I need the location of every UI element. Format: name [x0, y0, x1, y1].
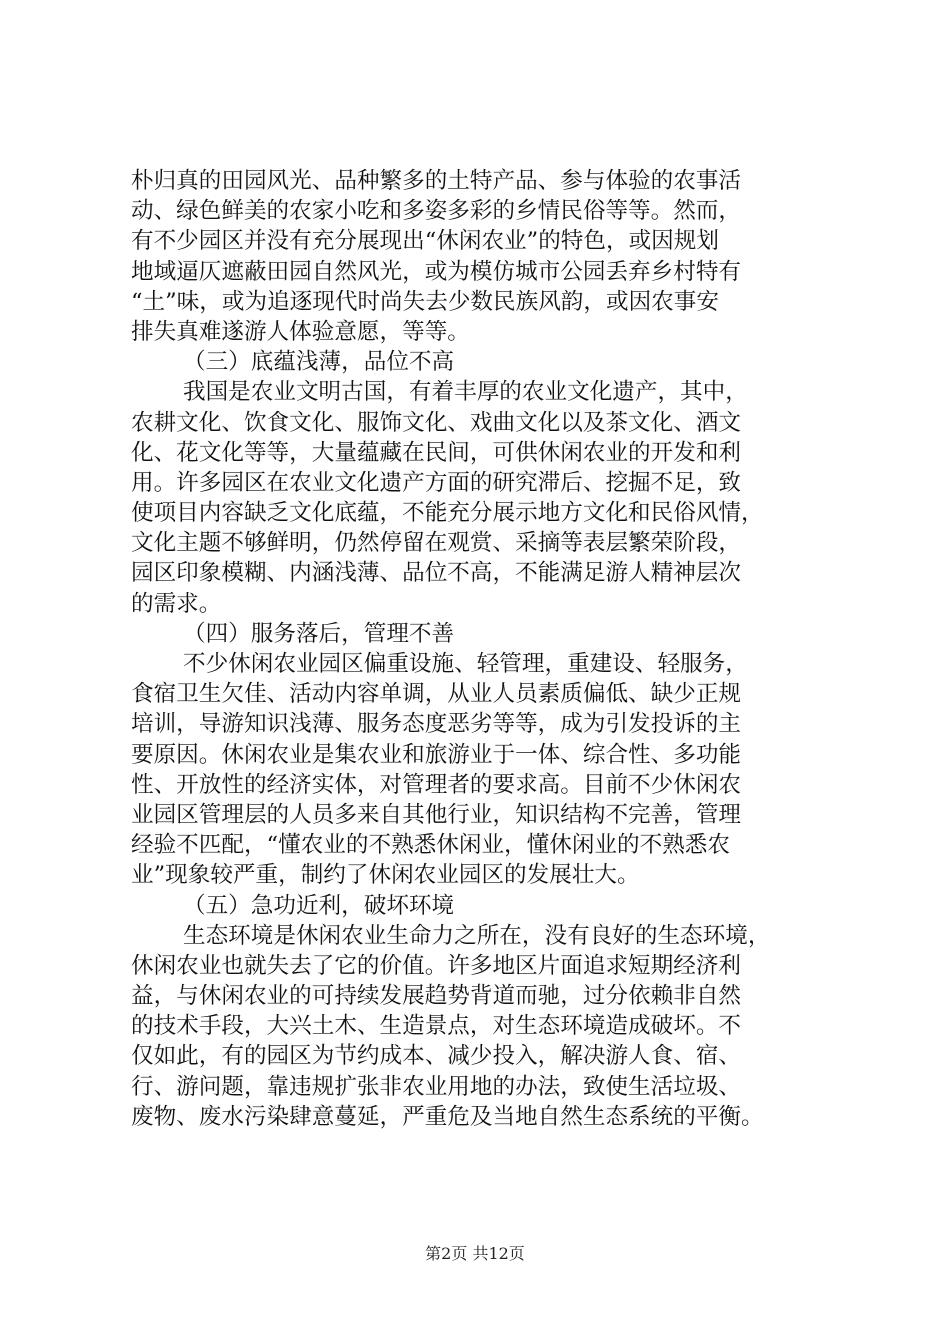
document-body [131, 166, 846, 1132]
text-line: 废物、废水污染肆意蔓延，严重危及当地自然生态系统的平衡。 [131, 1103, 764, 1130]
text-line: 农耕文化、饮食文化、服饰文化、戏曲文化以及茶文化、酒文 [131, 409, 742, 436]
text-line: 化、花文化等等，大量蕴藏在民间，可供休闲农业的开发和利 [131, 439, 742, 466]
page-number: 第2页 共12页 [425, 1244, 525, 1263]
text-line: 业”现象较严重，制约了休闲农业园区的发展壮大。 [131, 862, 640, 889]
text-line: 的需求。 [131, 590, 222, 617]
text-line: 业园区管理层的人员多来自其他行业，知识结构不完善，管理 [131, 801, 742, 828]
text-line: 用。许多园区在农业文化遗产方面的研究滞后、挖掘不足，致 [131, 469, 742, 496]
text-line: （三）底蕴浅薄，品位不高 [183, 349, 455, 376]
text-line: 行、游问题，靠违规扩张非农业用地的办法，致使生活垃圾、 [131, 1073, 742, 1100]
page-footer [0, 1244, 950, 1264]
text-line: 休闲农业也就失去了它的价值。许多地区片面追求短期经济利 [131, 952, 742, 979]
text-line: 有不少园区并没有充分展现出“休闲农业”的特色，或因规划 [131, 228, 719, 255]
text-line: 仅如此，有的园区为节约成本、减少投入，解决游人食、宿、 [131, 1043, 742, 1070]
text-line: 经验不匹配，“懂农业的不熟悉休闲业，懂休闲业的不熟悉农 [131, 832, 730, 859]
text-line: 的技术手段，大兴土木、生造景点，对生态环境造成破坏。不 [131, 1013, 742, 1040]
text-line: 文化主题不够鲜明，仍然停留在观赏、采摘等表层繁荣阶段， [131, 530, 742, 557]
text-line: 排失真难遂游人体验意愿，等等。 [131, 318, 470, 345]
text-line: 益，与休闲农业的可持续发展趋势背道而驰，过分依赖非自然 [131, 983, 742, 1010]
text-line: 食宿卫生欠佳、活动内容单调，从业人员素质偏低、缺少正规 [131, 681, 742, 708]
text-line: 不少休闲农业园区偏重设施、轻管理，重建设、轻服务， [183, 651, 748, 677]
text-line: 生态环境是休闲农业生命力之所在，没有良好的生态环境， [183, 922, 771, 949]
text-line: “土”味，或为追逐现代时尚失去少数民族风韵，或因农事安 [131, 288, 719, 315]
text-line: 性、开放性的经济实体，对管理者的要求高。目前不少休闲农 [131, 771, 742, 798]
text-line: （五）急功近利，破坏环境 [183, 892, 455, 919]
text-line: （四）服务落后，管理不善 [183, 620, 455, 647]
text-line: 朴归真的田园风光、品种繁多的土特产品、参与体验的农事活 [131, 168, 742, 194]
text-line: 动、绿色鲜美的农家小吃和多姿多彩的乡情民俗等等。然而， [131, 198, 742, 225]
text-line: 使项目内容缺乏文化底蕴，不能充分展示地方文化和民俗风情， [131, 500, 764, 527]
text-line: 要原因。休闲农业是集农业和旅游业于一体、综合性、多功能 [131, 741, 742, 768]
text-line: 地域逼仄遮蔽田园自然风光，或为模仿城市公园丢弃乡村特有 [131, 258, 742, 285]
text-line: 园区印象模糊、内涵浅薄、品位不高，不能满足游人精神层次 [131, 560, 742, 587]
text-line: 培训，导游知识浅薄、服务态度恶劣等等，成为引发投诉的主 [131, 711, 742, 738]
text-line: 我国是农业文明古国，有着丰厚的农业文化遗产，其中， [183, 379, 748, 406]
